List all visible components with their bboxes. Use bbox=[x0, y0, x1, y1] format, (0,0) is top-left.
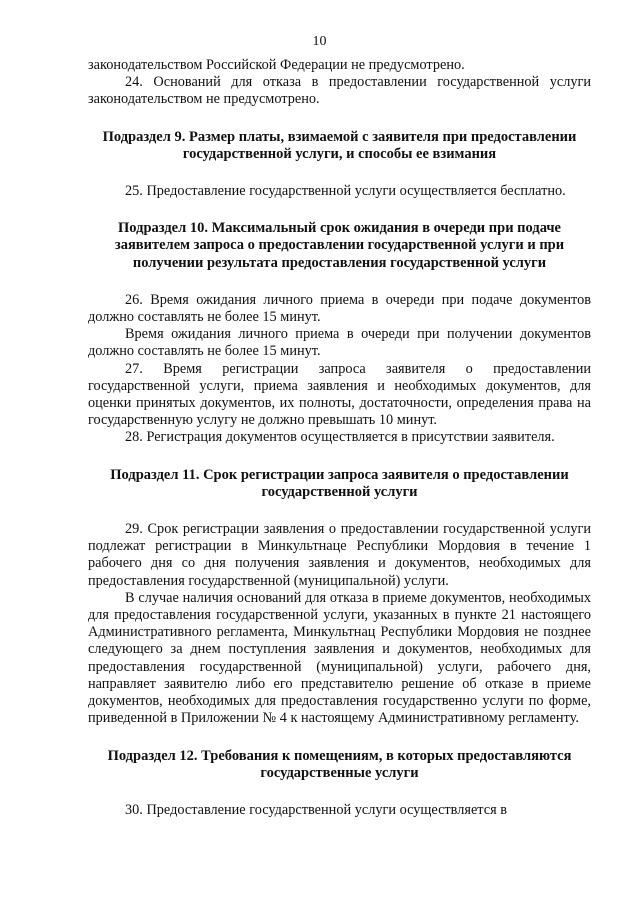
page-number: 10 bbox=[312, 34, 327, 49]
paragraph: законодательством Российской Федерации не предусмотрено. bbox=[88, 57, 465, 73]
paragraph-28: 28. Регистрация документов осуществляется в присутствии заявителя. bbox=[125, 429, 555, 446]
paragraph-26-continued: Время ожидания личного приема в очереди при получении документов должно составлять не более 15 минут. bbox=[88, 326, 591, 360]
paragraph-26: 26. Время ожидания личного приема в очереди при подаче документов должно составлять не более 15 минут. bbox=[88, 291, 591, 326]
paragraph-29: 29. Срок регистрации заявления о предоставлении государственной услуги подлежат регистрации в Минкультнаце Республики Мордовия в течение 1 рабочего дня со дня получения заявления и документов, необходимых для предоставления государственной (муниципальной) услуги. bbox=[88, 521, 591, 589]
paragraph-27: 27. Время регистрации запроса заявителя о предоставлении государственной услуги, приема заявления и необходимых документов, для оценки принятых документов, их полноты, достаточности, определения права на государственную услугу не должно превышать 10 минут. bbox=[88, 360, 591, 429]
section-heading-9: Подраздел 9. Размер платы, взимаемой с заявителя при предоставлении государственной услуги, и способы ее взимания bbox=[102, 128, 577, 162]
paragraph-24: 24. Оснований для отказа в предоставлении государственной услуги законодательством не предусмотрено. bbox=[88, 74, 591, 108]
paragraph-25: 25. Предоставление государственной услуги осуществляется бесплатно. bbox=[125, 183, 566, 200]
section-heading-11: Подраздел 11. Срок регистрации запроса заявителя о предоставлении государственной услуги bbox=[110, 466, 569, 500]
paragraph-30: 30. Предоставление государственной услуги осуществляется в bbox=[125, 801, 507, 818]
document-body bbox=[88, 57, 591, 819]
paragraph-29-continued: В случае наличия оснований для отказа в приеме документов, необходимых для предоставления государственной услуги, указанных в пункте 21 настоящего Административного регламента, Минкультнац Республики Мордовия не позднее следующего за днем поступления заявления и документов, необходимых для предоставления государственной (муниципальной) услуги, рабочего дня, направляет заявителю либо его представителю решение об отказе в приеме документов, необходимых для предоставления государственно услуги по форме, приведенной в Приложении № 4 к настоящему Административному регламенту. bbox=[88, 589, 591, 727]
section-heading-12: Подраздел 12. Требования к помещениям, в которых предоставляются государственные услуги bbox=[107, 747, 572, 781]
section-heading-10: Подраздел 10. Максимальный срок ожидания в очереди при подаче заявителем запроса о предоставлении государственной услуги и при получении результата предоставления государственной услуги bbox=[114, 220, 565, 271]
